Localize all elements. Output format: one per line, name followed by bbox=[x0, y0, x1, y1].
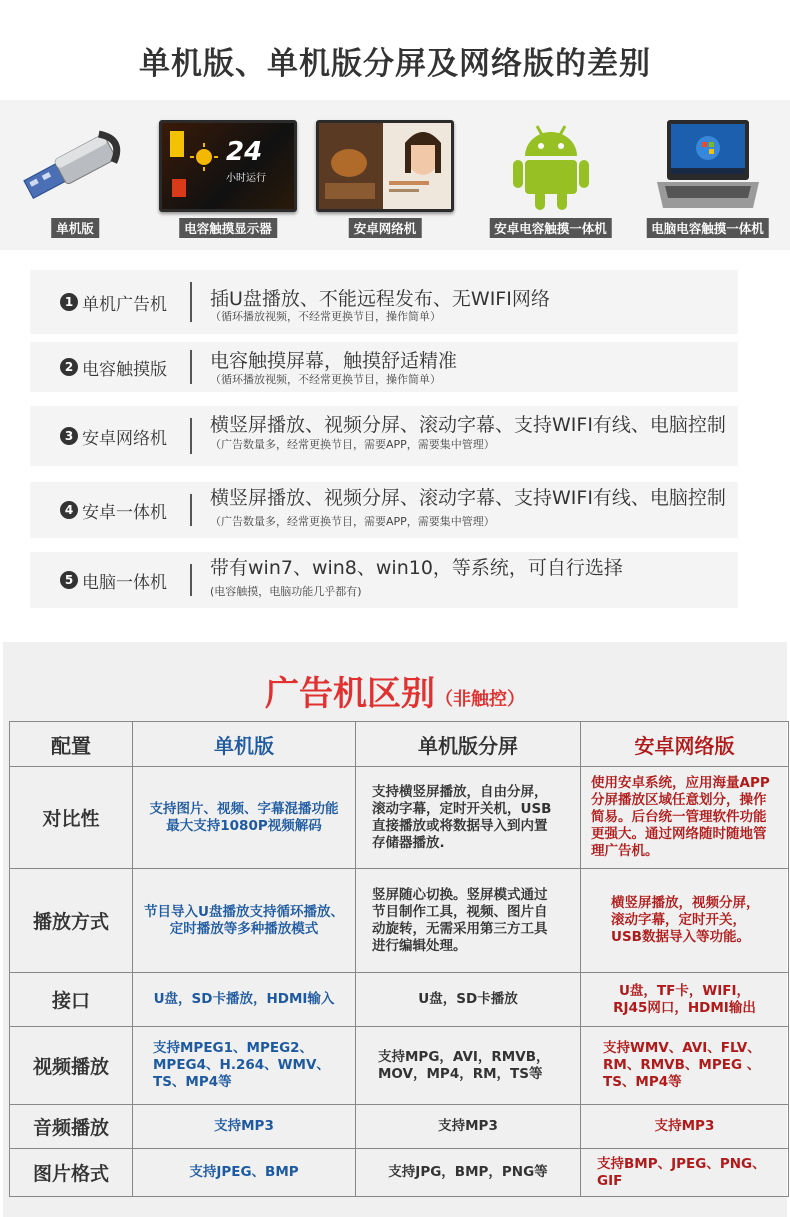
product-label: 电脑电容触摸一体机 bbox=[646, 218, 769, 238]
table-cell: 节目导入U盘播放支持循环播放、 定时播放等多种播放模式 bbox=[133, 869, 356, 973]
product-label: 电容触摸显示器 bbox=[179, 218, 277, 238]
row-name: 安卓网络机 bbox=[82, 428, 167, 449]
table-cell: 支持MP3 bbox=[356, 1105, 581, 1149]
page-title: 单机版、单机版分屏及网络版的差别 bbox=[139, 46, 651, 82]
table-cell: 横竖屏播放，视频分屏， 滚动字幕，定时开关， USB数据导入等功能。 bbox=[581, 869, 789, 973]
row-main-text: 横竖屏播放、视频分屏、滚动字幕、支持WIFI有线、电脑控制 bbox=[210, 414, 726, 436]
row-label: 视频播放 bbox=[10, 1027, 133, 1105]
section-subtitle: （非触控） bbox=[435, 689, 525, 710]
comparison-section bbox=[3, 642, 787, 1217]
usb-flash-drive-icon bbox=[10, 114, 140, 218]
product-android-touch bbox=[478, 100, 623, 250]
table-cell: 支持JPG，BMP，PNG等 bbox=[356, 1149, 581, 1197]
number-badge: 4 bbox=[60, 501, 78, 519]
table-cell: U盘，TF卡，WIFI， RJ45网口，HDMI输出 bbox=[581, 973, 789, 1027]
row-label: 接口 bbox=[10, 973, 133, 1027]
table-row bbox=[10, 973, 789, 1027]
col-header-split: 单机版分屏 bbox=[356, 722, 581, 767]
list-item bbox=[30, 270, 738, 334]
row-main-text: 电容触摸屏幕，触摸舒适精准 bbox=[210, 350, 458, 372]
table-cell: 支持MPEG1、MPEG2、 MPEG4、H.264、WMV、 TS、MP4等 bbox=[133, 1027, 356, 1105]
product-usb bbox=[10, 100, 140, 250]
row-label: 图片格式 bbox=[10, 1149, 133, 1197]
row-sub-text: （循环播放视频，不经常更换节目，操作简单） bbox=[210, 310, 441, 323]
table-cell: 使用安卓系统，应用海量APP 分屏播放区域任意划分，操作 简易。后台统一管理软件功能 更强大。通过网络随时随地管 理广告机。 bbox=[581, 767, 789, 869]
row-name: 单机广告机 bbox=[82, 294, 167, 315]
product-label: 单机版 bbox=[51, 218, 99, 238]
screen-24-text: 24 bbox=[226, 137, 263, 167]
product-label: 安卓网络机 bbox=[349, 218, 422, 238]
product-android-network bbox=[315, 100, 455, 250]
number-badge: 2 bbox=[60, 358, 78, 376]
table-cell: U盘，SD卡播放 bbox=[356, 973, 581, 1027]
divider bbox=[190, 494, 192, 526]
number-badge: 5 bbox=[60, 571, 78, 589]
row-label: 播放方式 bbox=[10, 869, 133, 973]
col-header-standalone: 单机版 bbox=[133, 722, 356, 767]
table-row bbox=[10, 869, 789, 973]
table-cell: 支持MP3 bbox=[581, 1105, 789, 1149]
product-strip bbox=[0, 100, 790, 250]
table-row bbox=[10, 1149, 789, 1197]
row-main-text: 横竖屏播放、视频分屏、滚动字幕、支持WIFI有线、电脑控制 bbox=[210, 487, 726, 509]
row-main-text: 插U盘播放、不能远程发布、无WIFI网络 bbox=[210, 288, 550, 310]
col-header-android: 安卓网络版 bbox=[581, 722, 789, 767]
row-main-text: 带有win7、win8、win10，等系统，可自行选择 bbox=[210, 557, 623, 579]
table-cell: 支持MP3 bbox=[133, 1105, 356, 1149]
section-title: 广告机区别 bbox=[265, 674, 435, 714]
table-cell: 支持MPG，AVI，RMVB， MOV，MP4，RM，TS等 bbox=[356, 1027, 581, 1105]
android-robot-icon bbox=[478, 114, 623, 218]
list-item bbox=[30, 552, 738, 608]
table-cell: 支持横竖屏播放，自由分屏， 滚动字幕，定时开关机，USB 直接播放或将数据导入到内置 存储器播放. bbox=[356, 767, 581, 869]
row-sub-text: （循环播放视频，不经常更换节目，操作简单） bbox=[210, 373, 441, 386]
display-24h-icon bbox=[159, 120, 297, 212]
col-header-config: 配置 bbox=[10, 722, 133, 767]
number-badge: 3 bbox=[60, 427, 78, 445]
table-row bbox=[10, 767, 789, 869]
product-label: 安卓电容触摸一体机 bbox=[489, 218, 612, 238]
row-name: 电容触摸版 bbox=[82, 359, 167, 380]
comparison-table bbox=[9, 721, 789, 1197]
row-label: 对比性 bbox=[10, 767, 133, 869]
table-row bbox=[10, 1027, 789, 1105]
list-item bbox=[30, 342, 738, 392]
row-name: 电脑一体机 bbox=[82, 572, 167, 593]
section-heading bbox=[3, 666, 787, 715]
laptop-icon bbox=[635, 114, 780, 218]
table-cell: 竖屏随心切换。竖屏模式通过 节目制作工具，视频、图片自 动旋转，无需采用第三方工具 进行编辑处理。 bbox=[356, 869, 581, 973]
number-badge: 1 bbox=[60, 293, 78, 311]
table-cell: 支持图片、视频、字幕混播功能 最大支持1080P视频解码 bbox=[133, 767, 356, 869]
list-item bbox=[30, 406, 738, 466]
row-sub-text: （广告数量多，经常更换节目，需要APP，需要集中管理） bbox=[210, 438, 495, 451]
table-cell: U盘，SD卡播放，HDMI输入 bbox=[133, 973, 356, 1027]
row-label: 音频播放 bbox=[10, 1105, 133, 1149]
divider bbox=[190, 350, 192, 384]
list-item bbox=[30, 482, 738, 538]
screen-hours-text: 小时运行 bbox=[226, 173, 266, 184]
divider bbox=[190, 418, 192, 454]
row-sub-text: （广告数量多，经常更换节目，需要APP，需要集中管理） bbox=[210, 515, 495, 528]
table-header-row bbox=[10, 722, 789, 767]
divider bbox=[190, 564, 192, 596]
table-row bbox=[10, 1105, 789, 1149]
row-name: 安卓一体机 bbox=[82, 502, 167, 523]
divider bbox=[190, 282, 192, 322]
table-cell: 支持JPEG、BMP bbox=[133, 1149, 356, 1197]
product-pc-touch bbox=[635, 100, 780, 250]
table-cell: 支持WMV、AVI、FLV、 RM、RMVB、MPEG 、 TS、MP4等 bbox=[581, 1027, 789, 1105]
row-sub-text: (电容触摸，电脑功能几乎都有) bbox=[210, 585, 362, 598]
product-touch-display bbox=[158, 100, 298, 250]
table-cell: 支持BMP、JPEG、PNG、 GIF bbox=[581, 1149, 789, 1197]
android-network-screen-icon bbox=[316, 120, 454, 212]
